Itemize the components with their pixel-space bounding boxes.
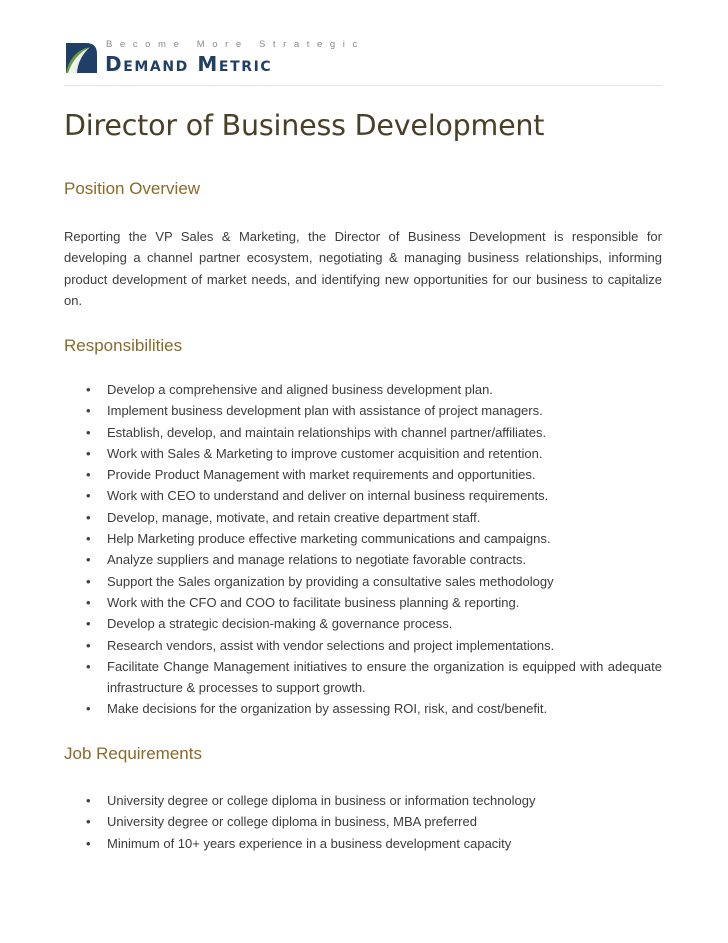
logo-mark-icon [64, 41, 98, 75]
bullet-icon: • [86, 814, 91, 830]
list-item [64, 698, 662, 719]
list-item [64, 571, 662, 592]
demand-metric-logo [64, 38, 365, 80]
list-item [64, 833, 662, 854]
list-item-text: University degree or college diploma in business or information technology [107, 793, 536, 808]
bullet-icon: • [86, 701, 91, 717]
list-item [64, 443, 662, 464]
list-item-text: Work with CEO to understand and deliver on internal business requirements. [107, 488, 549, 504]
list-item [64, 464, 662, 485]
list-item-text: Develop, manage, motivate, and retain creative department staff. [107, 509, 481, 525]
bullet-icon: • [86, 509, 91, 525]
position-overview-heading: Position Overview [64, 179, 201, 198]
list-item [64, 422, 662, 443]
bullet-icon: • [86, 835, 91, 851]
responsibilities-list [64, 379, 662, 720]
list-item [64, 790, 662, 811]
bullet-icon: • [86, 637, 91, 653]
bullet-icon: • [86, 573, 91, 589]
list-item-text: Work with Sales & Marketing to improve customer acquisition and retention. [107, 445, 543, 461]
list-item-text: Develop a comprehensive and aligned business development plan. [107, 382, 493, 397]
list-item [64, 635, 662, 656]
list-item-text: Establish, develop, and maintain relationships with channel partner/affiliates. [107, 424, 547, 440]
list-item-text: Make decisions for the organization by assessing ROI, risk, and cost/benefit. [107, 701, 548, 717]
bullet-icon: • [86, 488, 91, 504]
list-item-text: Minimum of 10+ years experience in a business development capacity [107, 835, 512, 851]
list-item [64, 592, 662, 613]
bullet-icon: • [86, 552, 91, 568]
list-item [64, 811, 662, 832]
list-item [64, 528, 662, 549]
logo-tagline: Become More Strategic [106, 39, 365, 50]
bullet-icon: • [86, 424, 91, 440]
document-title: Director of Business Development [64, 109, 545, 142]
list-item [64, 656, 662, 699]
list-item-text: Work with the CFO and COO to facilitate business planning & reporting. [107, 594, 520, 610]
header-divider [64, 85, 662, 86]
bullet-icon: • [86, 467, 91, 483]
list-item [64, 400, 662, 421]
job-requirements-heading: Job Requirements [64, 744, 202, 763]
list-item-text: University degree or college diploma in business, MBA preferred [107, 814, 477, 830]
job-requirements-list [64, 790, 662, 854]
position-overview-text: Reporting the VP Sales & Marketing, the Director of Business Development is responsible for developing a channel partner ecosystem, negotiating & managing business relationships, informing product development of market needs, and identifying new opportunities for our business to capitalize on. [64, 229, 662, 308]
list-item [64, 485, 662, 506]
bullet-icon: • [86, 445, 91, 461]
bullet-icon: • [86, 403, 91, 419]
list-item-text: Facilitate Change Management initiatives to ensure the organization is equipped with adequate infrastructure & processes to support growth. [107, 658, 662, 696]
list-item-text: Develop a strategic decision-making & governance process. [107, 616, 453, 632]
responsibilities-heading: Responsibilities [64, 336, 183, 355]
list-item [64, 549, 662, 570]
list-item [64, 507, 662, 528]
bullet-icon: • [86, 658, 91, 674]
list-item [64, 379, 662, 400]
bullet-icon: • [86, 793, 91, 808]
list-item-text: Research vendors, assist with vendor selections and project implementations. [107, 637, 555, 653]
bullet-icon: • [86, 594, 91, 610]
bullet-icon: • [86, 382, 91, 397]
list-item-text: Provide Product Management with market requirements and opportunities. [107, 467, 536, 483]
list-item [64, 613, 662, 634]
bullet-icon: • [86, 531, 91, 547]
list-item-text: Implement business development plan with assistance of project managers. [107, 403, 543, 419]
list-item-text: Help Marketing produce effective marketing communications and campaigns. [107, 531, 551, 547]
list-item-text: Support the Sales organization by providing a consultative sales methodology [107, 573, 554, 589]
logo-brand-name: Demand Metric [105, 52, 273, 76]
bullet-icon: • [86, 616, 91, 632]
list-item-text: Analyze suppliers and manage relations to negotiate favorable contracts. [107, 552, 527, 568]
